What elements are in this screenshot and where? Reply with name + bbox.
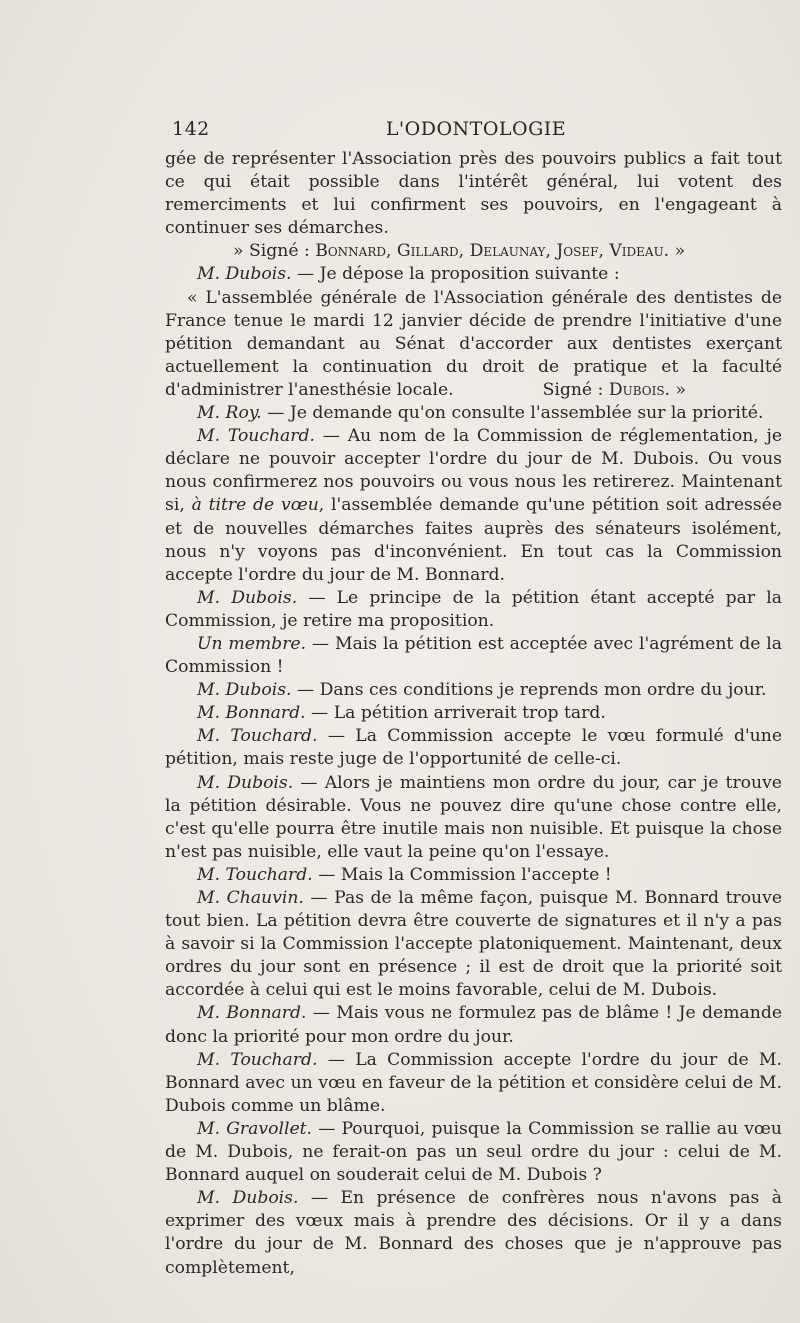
paragraph-text: — Alors je maintiens mon ordre du jour, car je trouve la pétition désirable. Vous ne pouvez dire qu'une chose contre elle, c'est qu'elle pourra être inutile mais non nuisible. Et puisque la chose n'est pas nuisible, elle vaut la peine qu'on l'essaye. — [165, 772, 782, 862]
emphasis-text: à titre de vœu — [191, 495, 319, 516]
paragraph-text: — Je dépose la proposition suivante : — [291, 264, 620, 285]
running-title: L'ODONTOLOGIE — [385, 118, 567, 140]
paragraph-text: — Je demande qu'on consulte l'assemblée sur la priorité. — [261, 403, 764, 424]
paragraph-text: , l'assemblée demande qu'une pétition soit adressée et de nouvelles démarches faites auprès des sénateurs isolément, nous n'y voyons pas d'inconvénient. En tout cas la Commission accepte l'ordre du jour de M. Bonnard. — [165, 495, 782, 585]
paragraph — [165, 702, 782, 725]
paragraph — [165, 772, 782, 864]
paragraph-text: — Le principe de la pétition étant accepté par la Commission, je retire ma proposition. — [165, 587, 782, 631]
speaker-name: M. Gravollet. — [197, 1118, 312, 1139]
paragraph — [165, 725, 782, 771]
speaker-name: M. Dubois. — [197, 772, 294, 793]
speaker-name: M. Chauvin. — [197, 888, 304, 908]
signature-line — [165, 240, 782, 263]
signature-suffix: » — [669, 241, 686, 262]
signature-prefix: Signé : — [542, 379, 609, 400]
paragraph — [165, 148, 782, 240]
speaker-name: M. Bonnard. — [197, 703, 306, 724]
paragraph-text: — Au nom de la Commission de réglementation, je déclare ne pouvoir accepter l'ordre du jour de M. Dubois. Ou vous nous confirmerez nos pouvoirs ou vous nous les retirerez. Maintenant si, — [165, 426, 782, 516]
paragraph-text: — Mais la Commission l'accepte ! — [312, 864, 612, 885]
speaker-name: M. Dubois. — [197, 680, 292, 701]
proposition-quote — [165, 287, 782, 402]
paragraph — [165, 425, 782, 587]
speaker-name: M. Dubois. — [197, 264, 292, 285]
speaker-name: M. Touchard. — [197, 426, 315, 447]
paragraph-text: — Pas de la même façon, puisque M. Bonnard trouve tout bien. La pétition devra être couverte de signatures et il n'y a pas à savoir si la Commission l'accepte platoniquement. Maintenant, deux ordres du jour sont en présence ; il est de droit que la priorité soit accordée à celui qui est le moins favorable, celui de M. Dubois. — [165, 888, 782, 1001]
page-number: 142 — [172, 118, 210, 140]
paragraph-text: gée de représenter l'Association près des pouvoirs publics a fait tout ce qui était possible dans l'intérêt général, lui votent des remerciments et lui confirment ses pouvoirs, en l'engageant à continuer ses démarches. — [165, 149, 782, 239]
page-body — [165, 148, 782, 1280]
paragraph-text: — Mais vous ne formulez pas de blâme ! Je demande donc la priorité pour mon ordre du jour. — [165, 1003, 782, 1047]
speaker-name: Un membre. — [197, 633, 307, 654]
speaker-name: M. Bonnard. — [197, 1003, 307, 1024]
paragraph-text: — Pourquoi, puisque la Commission se rallie au vœu de M. Dubois, ne ferait-on pas un seul ordre du jour : celui de M. Bonnard auquel on souderait celui de M. Dubois ? — [165, 1118, 782, 1186]
paragraph-text: — La Commission accepte le vœu formulé d'une pétition, mais reste juge de l'opportunité de celle-ci. — [165, 726, 782, 770]
paragraph-text: — En présence de confrères nous n'avons pas à exprimer des vœux mais à prendre des décisions. Or il y a dans l'ordre du jour de M. Bonnard des choses que je n'approuve pas complètement, — [165, 1188, 782, 1278]
paragraph — [165, 1049, 782, 1118]
proposition-signature — [521, 379, 686, 402]
speaker-name: M. Touchard. — [197, 864, 313, 885]
signature-suffix: . » — [664, 379, 686, 400]
paragraph — [165, 679, 782, 702]
paragraph — [165, 887, 782, 1002]
speaker-name: M. Dubois. — [197, 1188, 299, 1209]
paragraph — [165, 864, 782, 887]
signature-names: Bonnard, Gillard, Delaunay, Josef, Videau. — [315, 241, 670, 262]
signature-prefix: » Signé : — [233, 241, 316, 262]
paragraph-text: « L'assemblée générale de l'Association générale des dentistes de France tenue le mardi 12 janvier décide de prendre l'initiative d'une pétition demandant au Sénat d'accorder aux dentistes exerçant actuellement la continuation du droit de pratique et la faculté d'administrer l'anesthésie locale. — [165, 287, 782, 400]
paragraph-text: — Mais la pétition est acceptée avec l'agrément de la Commission ! — [165, 633, 782, 678]
paragraph — [165, 1187, 782, 1279]
speaker-name: M. Touchard. — [197, 1049, 318, 1070]
signature-names: Dubois — [608, 379, 665, 400]
paragraph-text: — La Commission accepte l'ordre du jour de M. Bonnard avec un vœu en faveur de la pétition et considère celui de M. Dubois comme un blâme. — [165, 1049, 782, 1116]
paragraph-text: — Dans ces conditions je reprends mon ordre du jour. — [291, 680, 767, 701]
paragraph — [165, 633, 782, 679]
speaker-name: M. Touchard. — [197, 726, 318, 747]
speaker-name: M. Roy. — [197, 403, 262, 424]
paragraph — [165, 402, 782, 425]
speaker-name: M. Dubois. — [197, 587, 298, 608]
page-header — [172, 118, 780, 142]
paragraph — [165, 1118, 782, 1187]
paragraph — [165, 587, 782, 633]
paragraph — [165, 263, 782, 286]
paragraph-text: — La pétition arriverait trop tard. — [305, 703, 606, 724]
paragraph — [165, 1002, 782, 1048]
